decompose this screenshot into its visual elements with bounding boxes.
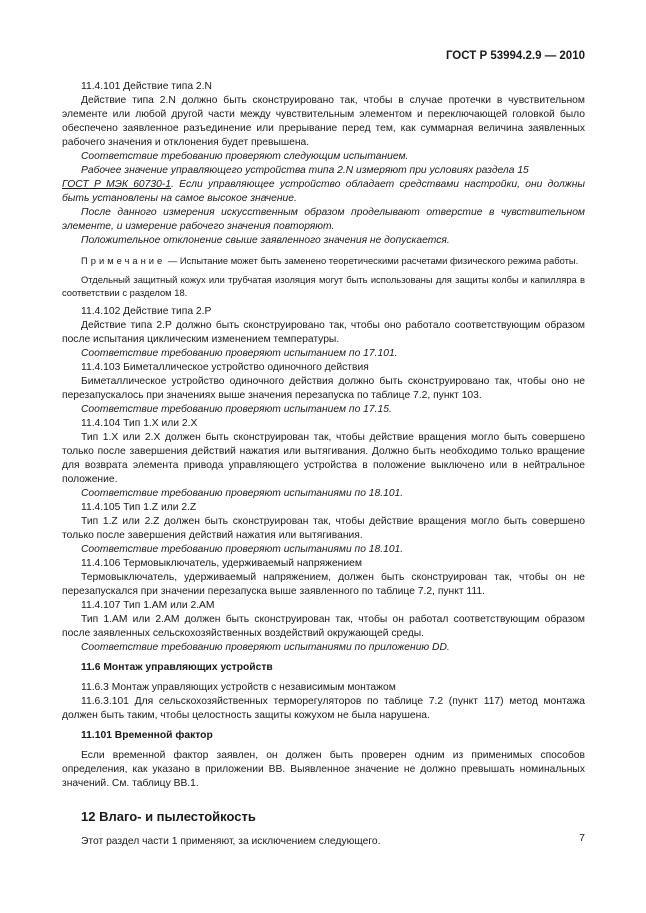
clause-heading: 11.4.104 Тип 1.X или 2.X — [81, 418, 198, 429]
section-heading: 11.6 Монтаж управляющих устройств — [81, 662, 273, 673]
compliance-statement: Соответствие требованию проверяют испытанием по 17.101. — [81, 348, 398, 359]
clause-heading: 11.4.106 Термовыключатель, удерживаемый напряжением — [81, 558, 362, 569]
standard-reference-link[interactable]: ГОСТ Р МЭК 60730-1 — [62, 179, 171, 190]
paragraph: Термовыключатель, удерживаемый напряжением, должен быть сконструирован так, чтобы он не перезапускался при значении перезапуска выше заявленного по таблице 7.2, пункт 111. — [62, 572, 585, 597]
compliance-text: Положительное отклонение свыше заявленного значения не допускается. — [81, 235, 450, 246]
document-standard-number: ГОСТ Р 53994.2.9 — 2010 — [445, 50, 585, 62]
paragraph: 11.6.3.101 Для сельскохозяйственных терморегуляторов по таблице 7.2 (пункт 117) метод монтажа должен быть таким, чтобы целостность защиты кожухом не была нарушена. — [62, 696, 585, 721]
section-heading: 11.101 Временной фактор — [81, 730, 213, 741]
clause-heading: 11.4.107 Тип 1.AM или 2.AM — [81, 600, 215, 611]
compliance-text — [62, 164, 585, 206]
compliance-statement: Соответствие требованию проверяют испытаниями по 18.101. — [81, 544, 404, 555]
paragraph: Биметаллическое устройство одиночного действия должно быть сконструировано так, чтобы оно не перезапускалось при значениях выше значения перезапуска по таблице 7.2, пункт 103. — [62, 376, 585, 401]
clause-heading: 11.4.105 Тип 1.Z или 2.Z — [81, 502, 197, 513]
note-text: — Испытание может быть заменено теоретическими расчетами физического режима работы. — [165, 255, 579, 266]
compliance-statement: Соответствие требованию проверяют испытаниями по приложению DD. — [81, 642, 450, 653]
compliance-statement: Соответствие требованию проверяют следующим испытанием. — [81, 151, 409, 162]
compliance-statement: Соответствие требованию проверяют испытаниями по 18.101. — [81, 488, 404, 499]
paragraph: Действие типа 2.N должно быть сконструировано так, чтобы в случае протечки в чувствительном элементе или любой другой части между чувствительным элементом и переключающей головкой было обеспечено заявленное разъединение или прерывание перед тем, как суммарная величина заявленных рабочего значения и отклонения будет превышена. — [62, 95, 585, 148]
note-label: Примечание — [81, 255, 166, 266]
compliance-statement: Соответствие требованию проверяют испытанием по 17.15. — [81, 404, 392, 415]
paragraph: Тип 1.X или 2.X должен быть сконструирован так, чтобы действие вращения могло быть совершено только после завершения действий нажатия или вытягивания. Должно быть необходимо только вращение для возврата элемента привода управляющего устройства в положение выключено или в нейтральное положение. — [62, 432, 585, 485]
paragraph: Тип 1.Z или 2.Z должен быть сконструирован так, чтобы действие вращения могло быть совершено только после завершения действий нажатия или вытягивания. — [62, 516, 585, 541]
clause-heading: 11.6.3 Монтаж управляющих устройств с независимым монтажом — [81, 682, 396, 693]
note: Отдельный защитный кожух или трубчатая изоляция могут быть использованы для защиты колбы и капилляра в соответствии с разделом 18. — [62, 274, 585, 298]
paragraph: Если временной фактор заявлен, он должен быть проверен одним из применимых способов определения, как указано в приложении BB. Выявленное значение не должно превышать номинальных значений. См. таблицу BB.1. — [62, 750, 585, 789]
note — [62, 254, 585, 267]
clause-heading: 11.4.103 Биметаллическое устройство одиночного действия — [81, 362, 369, 373]
chapter-heading: 12 Влаго- и пылестойкость — [81, 809, 256, 824]
text-run: . Если управляющее устройство обладает средствами настройки, они должны быть установлены на самое высокое значение. — [62, 179, 585, 204]
text-run: Рабочее значение управляющего устройства типа 2.N измеряют при условиях раздела 15 — [81, 165, 529, 176]
paragraph: Тип 1.AM или 2.AM должен быть сконструирован так, чтобы он работал соответствующим образом после заявленных сельскохозяйственных воздействий окружающей среды. — [62, 614, 585, 639]
clause-heading: 11.4.102 Действие типа 2.P — [81, 306, 212, 317]
compliance-text: После данного измерения искусственным образом проделывают отверстие в чувствительном элементе, и измерение рабочего значения повторяют. — [62, 207, 585, 232]
page-content — [62, 80, 585, 849]
paragraph: Действие типа 2.P должно быть сконструировано так, чтобы оно работало соответствующим образом после испытания циклическим изменением температуры. — [62, 320, 585, 345]
paragraph: Этот раздел части 1 применяют, за исключением следующего. — [81, 836, 381, 847]
page-number: 7 — [579, 832, 585, 844]
clause-heading: 11.4.101 Действие типа 2.N — [81, 81, 212, 92]
